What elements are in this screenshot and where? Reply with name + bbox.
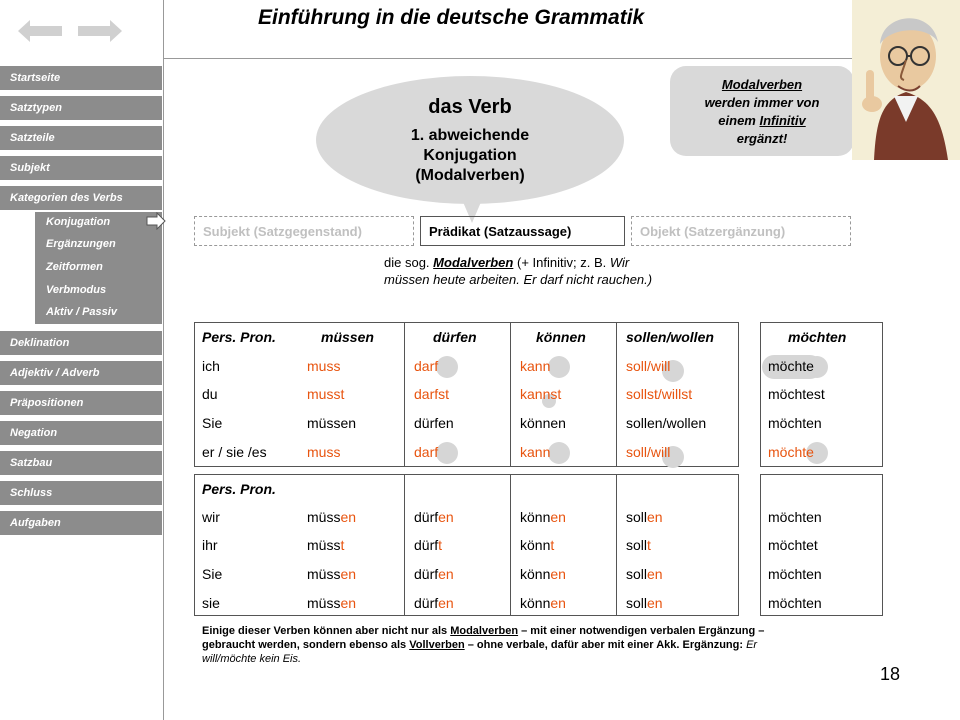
pronoun-cell: Sie	[202, 566, 223, 582]
verb-ending: en	[438, 509, 454, 525]
highlight-dot	[436, 356, 458, 378]
verb-ending: t	[647, 537, 651, 553]
verb-form-cell: möchte	[768, 358, 814, 374]
verb-stem: möchten	[768, 566, 822, 582]
column-header: sollen/wollen	[626, 329, 714, 345]
pronoun-cell: Sie	[202, 415, 223, 431]
verb-form-cell: kannst	[520, 386, 562, 402]
pronoun-cell: sie	[202, 595, 220, 611]
verb-form-cell: sollen/wollen	[626, 415, 707, 431]
hint-note: Modalverben werden immer von einem Infinitiv ergänzt!	[670, 66, 854, 156]
verb-form-cell	[307, 537, 344, 553]
pronoun-cell: ich	[202, 358, 220, 374]
sidebar-divider	[163, 0, 164, 720]
nav-item-schluss[interactable]: Schluss	[0, 481, 162, 505]
nav-item-satztypen[interactable]: Satztypen	[0, 96, 162, 120]
verb-ending: en	[438, 595, 454, 611]
verb-ending: t	[340, 537, 345, 553]
verb-form-cell: kann	[520, 444, 551, 460]
verb-form-cell	[307, 595, 356, 611]
verb-form-cell	[520, 595, 566, 611]
column-header: Pers. Pron.	[202, 329, 276, 345]
verb-stem: möchten	[768, 595, 822, 611]
column-header: möchten	[788, 329, 847, 345]
verb-form-cell	[414, 509, 454, 525]
object-box: Objekt (Satzergänzung)	[631, 216, 851, 246]
verb-form-cell: darf	[414, 358, 439, 374]
verb-ending: t	[550, 537, 555, 553]
nav-item-praepositionen[interactable]: Präpositionen	[0, 391, 162, 415]
verb-stem: müss	[307, 595, 341, 611]
modal-verbs-explanation: die sog. Modalverben (+ Infinitiv; z. B. Wir müssen heute arbeiten. Er darf nicht rauchen.)	[384, 255, 653, 287]
verb-form-cell: soll/will	[626, 444, 671, 460]
verb-stem: könn	[520, 566, 551, 582]
page-title: Einführung in die deutsche Grammatik	[258, 6, 645, 29]
verb-ending: en	[647, 509, 663, 525]
verb-form-cell	[414, 595, 454, 611]
verb-form-cell	[520, 537, 554, 553]
nav-item-kategorien[interactable]: Kategorien des Verbs	[0, 186, 162, 210]
plural-header-line	[302, 474, 510, 475]
verb-stem: dürf	[414, 595, 439, 611]
verb-ending: en	[438, 566, 454, 582]
verb-stem: möchtet	[768, 537, 818, 553]
pronoun-cell: wir	[202, 509, 220, 525]
verb-stem: möchten	[768, 509, 822, 525]
subnav-zeitformen[interactable]: Zeitformen	[46, 261, 103, 273]
verb-form-cell	[414, 537, 442, 553]
header-divider	[163, 58, 853, 59]
verb-form-cell: müssen	[307, 415, 357, 431]
column-header: müssen	[321, 329, 374, 345]
verb-stem: müss	[307, 537, 341, 553]
column-header: können	[536, 329, 586, 345]
verb-form-cell: muss	[307, 444, 341, 460]
verb-form-cell: können	[520, 415, 566, 431]
topic-subtitle: 1. abweichende Konjugation (Modalverben)	[410, 127, 530, 184]
verb-ending: en	[550, 509, 566, 525]
nav-item-negation[interactable]: Negation	[0, 421, 162, 445]
predicate-box: Prädikat (Satzaussage)	[420, 216, 625, 246]
verb-ending: en	[340, 509, 357, 525]
verb-form-cell	[626, 509, 663, 525]
page-number: 18	[880, 664, 901, 684]
verb-stem: dürf	[414, 509, 439, 525]
verb-stem: müss	[307, 509, 341, 525]
verb-stem: könn	[520, 595, 551, 611]
topic-title: das Verb	[428, 96, 512, 118]
verb-form-cell: sollst/willst	[626, 386, 693, 402]
verb-stem: dürf	[414, 566, 439, 582]
nav-item-deklination[interactable]: Deklination	[0, 331, 162, 355]
subnav-verbmodus[interactable]: Verbmodus	[46, 284, 107, 296]
verb-stem: soll	[626, 509, 648, 525]
verb-form-cell	[520, 566, 566, 582]
verb-stem: dürf	[414, 537, 439, 553]
professor-illustration	[852, 0, 960, 160]
subnav-ergaenzungen[interactable]: Ergänzungen	[46, 238, 116, 250]
verb-stem: soll	[626, 595, 648, 611]
verb-ending: en	[340, 595, 357, 611]
verb-stem: könn	[520, 509, 551, 525]
nav-item-satzteile[interactable]: Satzteile	[0, 126, 162, 150]
column-header: dürfen	[433, 329, 477, 345]
arrow-left-icon[interactable]	[18, 20, 62, 42]
verb-form-cell	[768, 509, 822, 525]
verb-form-cell: musst	[307, 386, 345, 402]
nav-item-subjekt[interactable]: Subjekt	[0, 156, 162, 180]
verb-ending: en	[647, 566, 663, 582]
verb-form-cell	[768, 595, 822, 611]
verb-ending: en	[647, 595, 663, 611]
verb-form-cell: muss	[307, 358, 341, 374]
footnote: Einige dieser Verben können aber nicht nur als Modalverben – mit einer notwendigen verbalen Ergänzung – gebraucht werden, sondern ebenso als Vollverben – ohne verbale, dafür aber mit einer Akk. Ergänzung: Er will/möchte kein Eis.	[202, 625, 765, 665]
verb-stem: könn	[520, 537, 551, 553]
highlight-dot	[548, 356, 570, 378]
pronoun-cell: du	[202, 386, 218, 402]
verb-form-cell	[626, 566, 663, 582]
verb-form-cell	[626, 537, 651, 553]
column-header: Pers. Pron.	[202, 481, 276, 497]
verb-stem: soll	[626, 566, 648, 582]
highlight-dot	[436, 442, 458, 464]
verb-form-cell	[626, 595, 663, 611]
nav-item-satzbau[interactable]: Satzbau	[0, 451, 162, 475]
verb-ending: en	[550, 595, 566, 611]
verb-ending: en	[550, 566, 566, 582]
arrow-right-icon[interactable]	[78, 20, 122, 42]
pronoun-cell: ihr	[202, 537, 218, 553]
verb-ending: t	[438, 537, 443, 553]
verb-form-cell: darfst	[414, 386, 450, 402]
verb-form-cell: soll/will	[626, 358, 671, 374]
verb-ending: en	[340, 566, 357, 582]
verb-form-cell	[768, 566, 822, 582]
subnav-konjugation[interactable]: Konjugation	[46, 216, 111, 228]
verb-form-cell	[520, 509, 566, 525]
pointer-arrow-icon	[146, 212, 166, 230]
verb-form-cell: möchtest	[768, 386, 825, 402]
verb-stem: soll	[626, 537, 648, 553]
pronoun-cell: er / sie /es	[202, 444, 267, 460]
verb-form-cell	[414, 566, 454, 582]
verb-form-cell: möchte	[768, 444, 814, 460]
subject-box: Subjekt (Satzgegenstand)	[194, 216, 414, 246]
verb-stem: müss	[307, 566, 341, 582]
subnav-aktiv-passiv[interactable]: Aktiv / Passiv	[46, 306, 117, 318]
verb-form-cell	[307, 509, 356, 525]
nav-item-adjektiv-adverb[interactable]: Adjektiv / Adverb	[0, 361, 162, 385]
nav-item-startseite[interactable]: Startseite	[0, 66, 162, 90]
verb-form-cell	[307, 566, 356, 582]
nav-item-aufgaben[interactable]: Aufgaben	[0, 511, 162, 535]
verb-form-cell: möchten	[768, 415, 822, 431]
verb-form-cell: darf	[414, 444, 439, 460]
verb-form-cell: dürfen	[414, 415, 454, 431]
verb-form-cell: kann	[520, 358, 551, 374]
verb-form-cell	[768, 537, 818, 553]
highlight-dot	[548, 442, 570, 464]
